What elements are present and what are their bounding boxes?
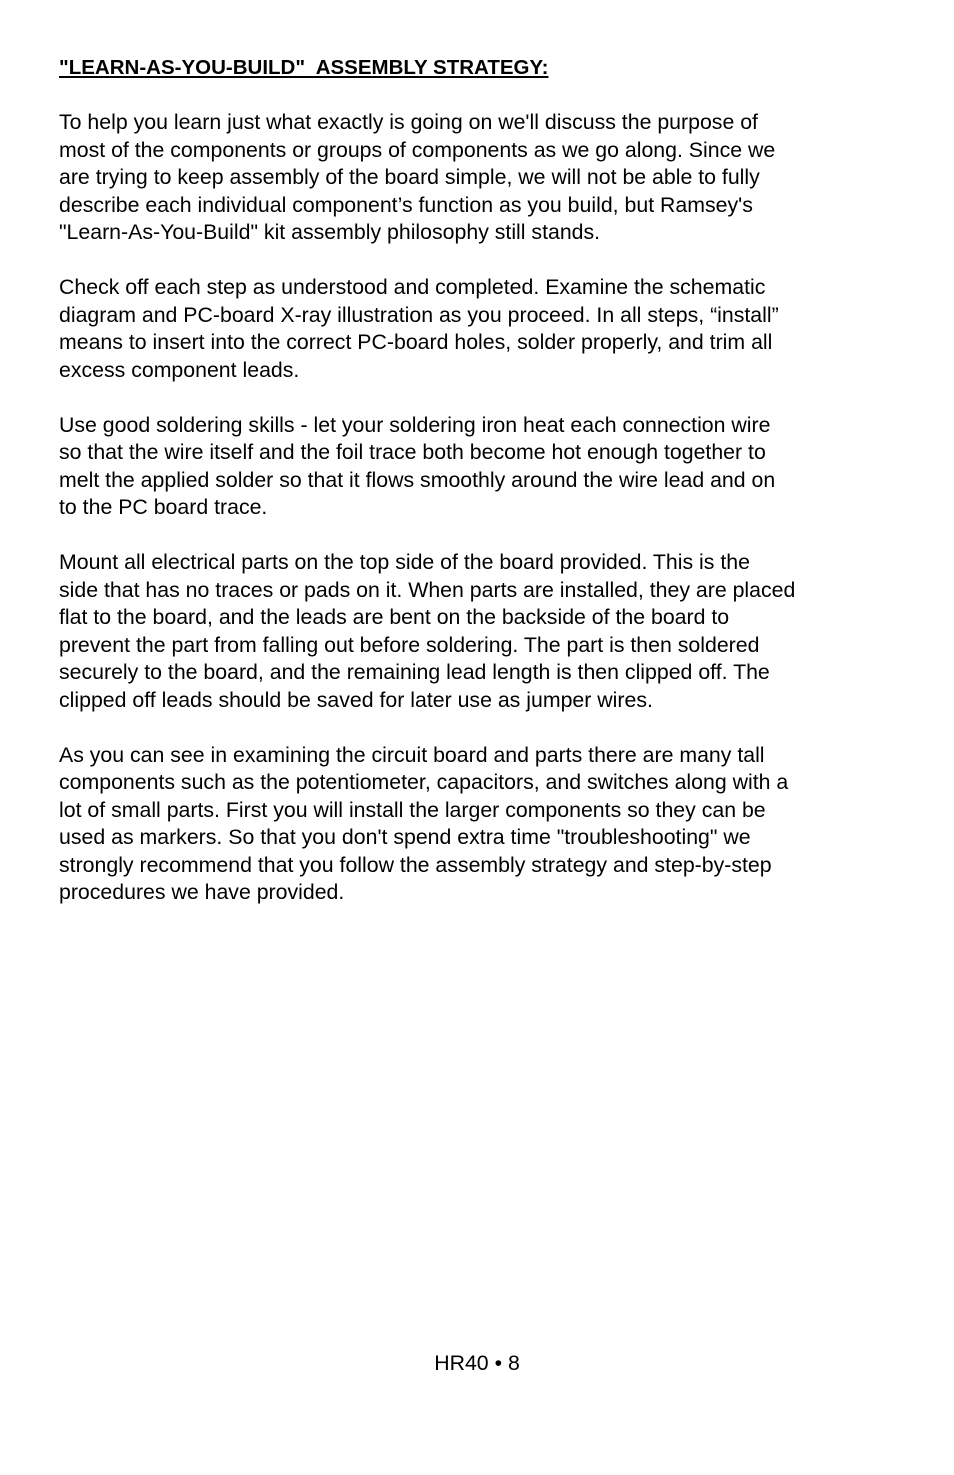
paragraph-check-off: Check off each step as understood and completed. Examine the schematic diagram and PC-board X-ray illustration as you proceed. In all steps, “install” means to insert into the correct PC-board holes, solder properly, and trim all excess component leads. <box>59 275 779 382</box>
section-heading: "LEARN-AS-YOU-BUILD" ASSEMBLY STRATEGY: <box>59 56 549 79</box>
paragraph-intro: To help you learn just what exactly is going on we'll discuss the purpose of most of the components or groups of components as we go along. Since we are trying to keep assembly of the board simple, we will not be able to fully describe each individual component’s function as you build, but Ramsey's "Learn-As-You-Build" kit assembly philosophy still stands. <box>59 110 776 244</box>
page-footer: HR40 • 8 <box>434 1351 520 1375</box>
paragraph-strategy: As you can see in examining the circuit board and parts there are many tall components such as the potentiometer, capacitors, and switches along with a lot of small parts. First you will install the larger components so they can be used as markers. So that you don't spend extra time "troubleshooting" we strongly recommend that you follow the assembly strategy and step-by-step procedures we have provided. <box>59 742 789 904</box>
paragraph-mounting: Mount all electrical parts on the top side of the board provided. This is the side that has no traces or pads on it. When parts are installed, they are placed flat to the board, and the leads are bent on the backside of the board to prevent the part from falling out before soldering. The part is then soldered securely to the board, and the remaining lead length is then clipped off. The clipped off leads should be saved for later use as jumper wires. <box>59 550 796 712</box>
paragraph-soldering: Use good soldering skills - let your soldering iron heat each connection wire so that the wire itself and the foil trace both become hot enough together to melt the applied solder so that it flows smoothly around the wire lead and on to the PC board trace. <box>59 412 776 519</box>
page-content <box>59 54 901 934</box>
